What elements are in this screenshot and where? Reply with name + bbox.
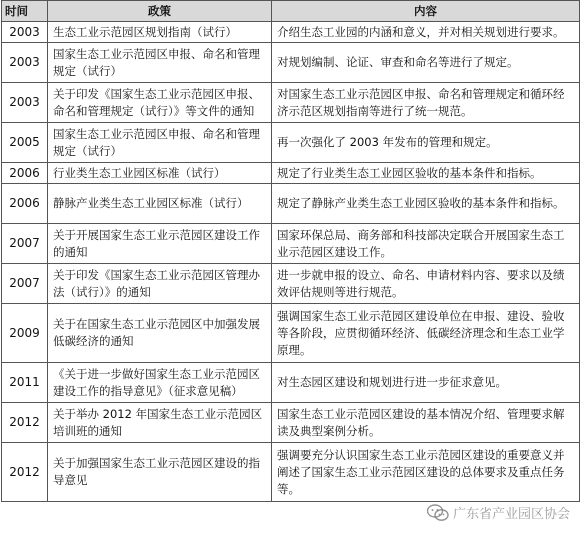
row-policy: 行业类生态工业园区标准（试行） (48, 163, 272, 184)
row-content: 再一次强化了 2003 年发布的管理和规定。 (272, 123, 580, 163)
row-policy: 静脉产业类生态工业园区标准（试行） (48, 184, 272, 224)
row-year: 2006 (2, 184, 48, 224)
table-row (2, 403, 580, 443)
watermark (427, 503, 570, 522)
table-row (2, 163, 580, 184)
row-content: 对规划编制、论证、审查和命名等进行了规定。 (272, 43, 580, 83)
row-year: 2007 (2, 264, 48, 304)
row-year: 2009 (2, 304, 48, 363)
row-policy: 国家生态工业示范园区申报、命名和管理规定（试行） (48, 123, 272, 163)
row-content: 强调国家生态工业示范园区建设单位在申报、建设、验收等各阶段，应贯彻循环经济、低碳经济理念和生态工业学原理。 (272, 304, 580, 363)
table-row (2, 304, 580, 363)
table-row (2, 443, 580, 502)
row-year: 2006 (2, 163, 48, 184)
table-header-row (2, 1, 580, 22)
row-year: 2003 (2, 22, 48, 43)
row-policy: 《关于进一步做好国家生态工业示范园区建设工作的指导意见》（征求意见稿） (48, 363, 272, 403)
row-content: 对国家生态工业示范园区申报、命名和管理规定和循环经济示范区规划指南等进行了统一规范。 (272, 83, 580, 123)
row-policy: 关于开展国家生态工业示范园区建设工作的通知 (48, 224, 272, 264)
header-policy: 政策 (48, 1, 272, 22)
table-row (2, 123, 580, 163)
row-content: 介绍生态工业园的内涵和意义，并对相关规划进行要求。 (272, 22, 580, 43)
row-policy: 关于印发《国家生态工业示范园区管理办法（试行）》的通知 (48, 264, 272, 304)
row-year: 2012 (2, 403, 48, 443)
row-policy: 关于举办 2012 年国家生态工业示范园区培训班的通知 (48, 403, 272, 443)
row-policy: 关于加强国家生态工业示范园区建设的指导意见 (48, 443, 272, 502)
row-policy: 生态工业示范园区规划指南（试行） (48, 22, 272, 43)
table-row (2, 363, 580, 403)
row-content: 强调要充分认识国家生态工业示范园区建设的重要意义并阐述了国家生态工业示范园区建设的总体要求及重点任务等。 (272, 443, 580, 502)
row-content: 规定了静脉产业类生态工业园区验收的基本条件和指标。 (272, 184, 580, 224)
table-row (2, 224, 580, 264)
row-content: 国家环保总局、商务部和科技部决定联合开展国家生态工业示范园区建设工作。 (272, 224, 580, 264)
row-year: 2007 (2, 224, 48, 264)
policy-table (1, 0, 580, 502)
table-row (2, 22, 580, 43)
row-policy: 国家生态工业示范园区申报、命名和管理规定（试行） (48, 43, 272, 83)
table-row (2, 184, 580, 224)
wechat-icon (427, 504, 449, 522)
table-row (2, 43, 580, 83)
row-year: 2003 (2, 43, 48, 83)
row-year: 2005 (2, 123, 48, 163)
row-content: 对生态园区建设和规划进行进一步征求意见。 (272, 363, 580, 403)
watermark-text: 广东省产业园区协会 (452, 507, 570, 522)
row-policy: 关于印发《国家生态工业示范园区申报、命名和管理规定（试行）》等文件的通知 (48, 83, 272, 123)
row-content: 进一步就申报的设立、命名、申请材料内容、要求以及绩效评估规则等进行规范。 (272, 264, 580, 304)
header-content: 内容 (272, 1, 580, 22)
row-year: 2003 (2, 83, 48, 123)
row-content: 规定了行业类生态工业园区验收的基本条件和指标。 (272, 163, 580, 184)
table-row (2, 83, 580, 123)
row-year: 2012 (2, 443, 48, 502)
row-policy: 关于在国家生态工业示范园区中加强发展低碳经济的通知 (48, 304, 272, 363)
table-row (2, 264, 580, 304)
row-year: 2011 (2, 363, 48, 403)
row-content: 国家生态工业示范园区建设的基本情况介绍、管理要求解读及典型案例分析。 (272, 403, 580, 443)
header-year: 时间 (2, 1, 48, 22)
